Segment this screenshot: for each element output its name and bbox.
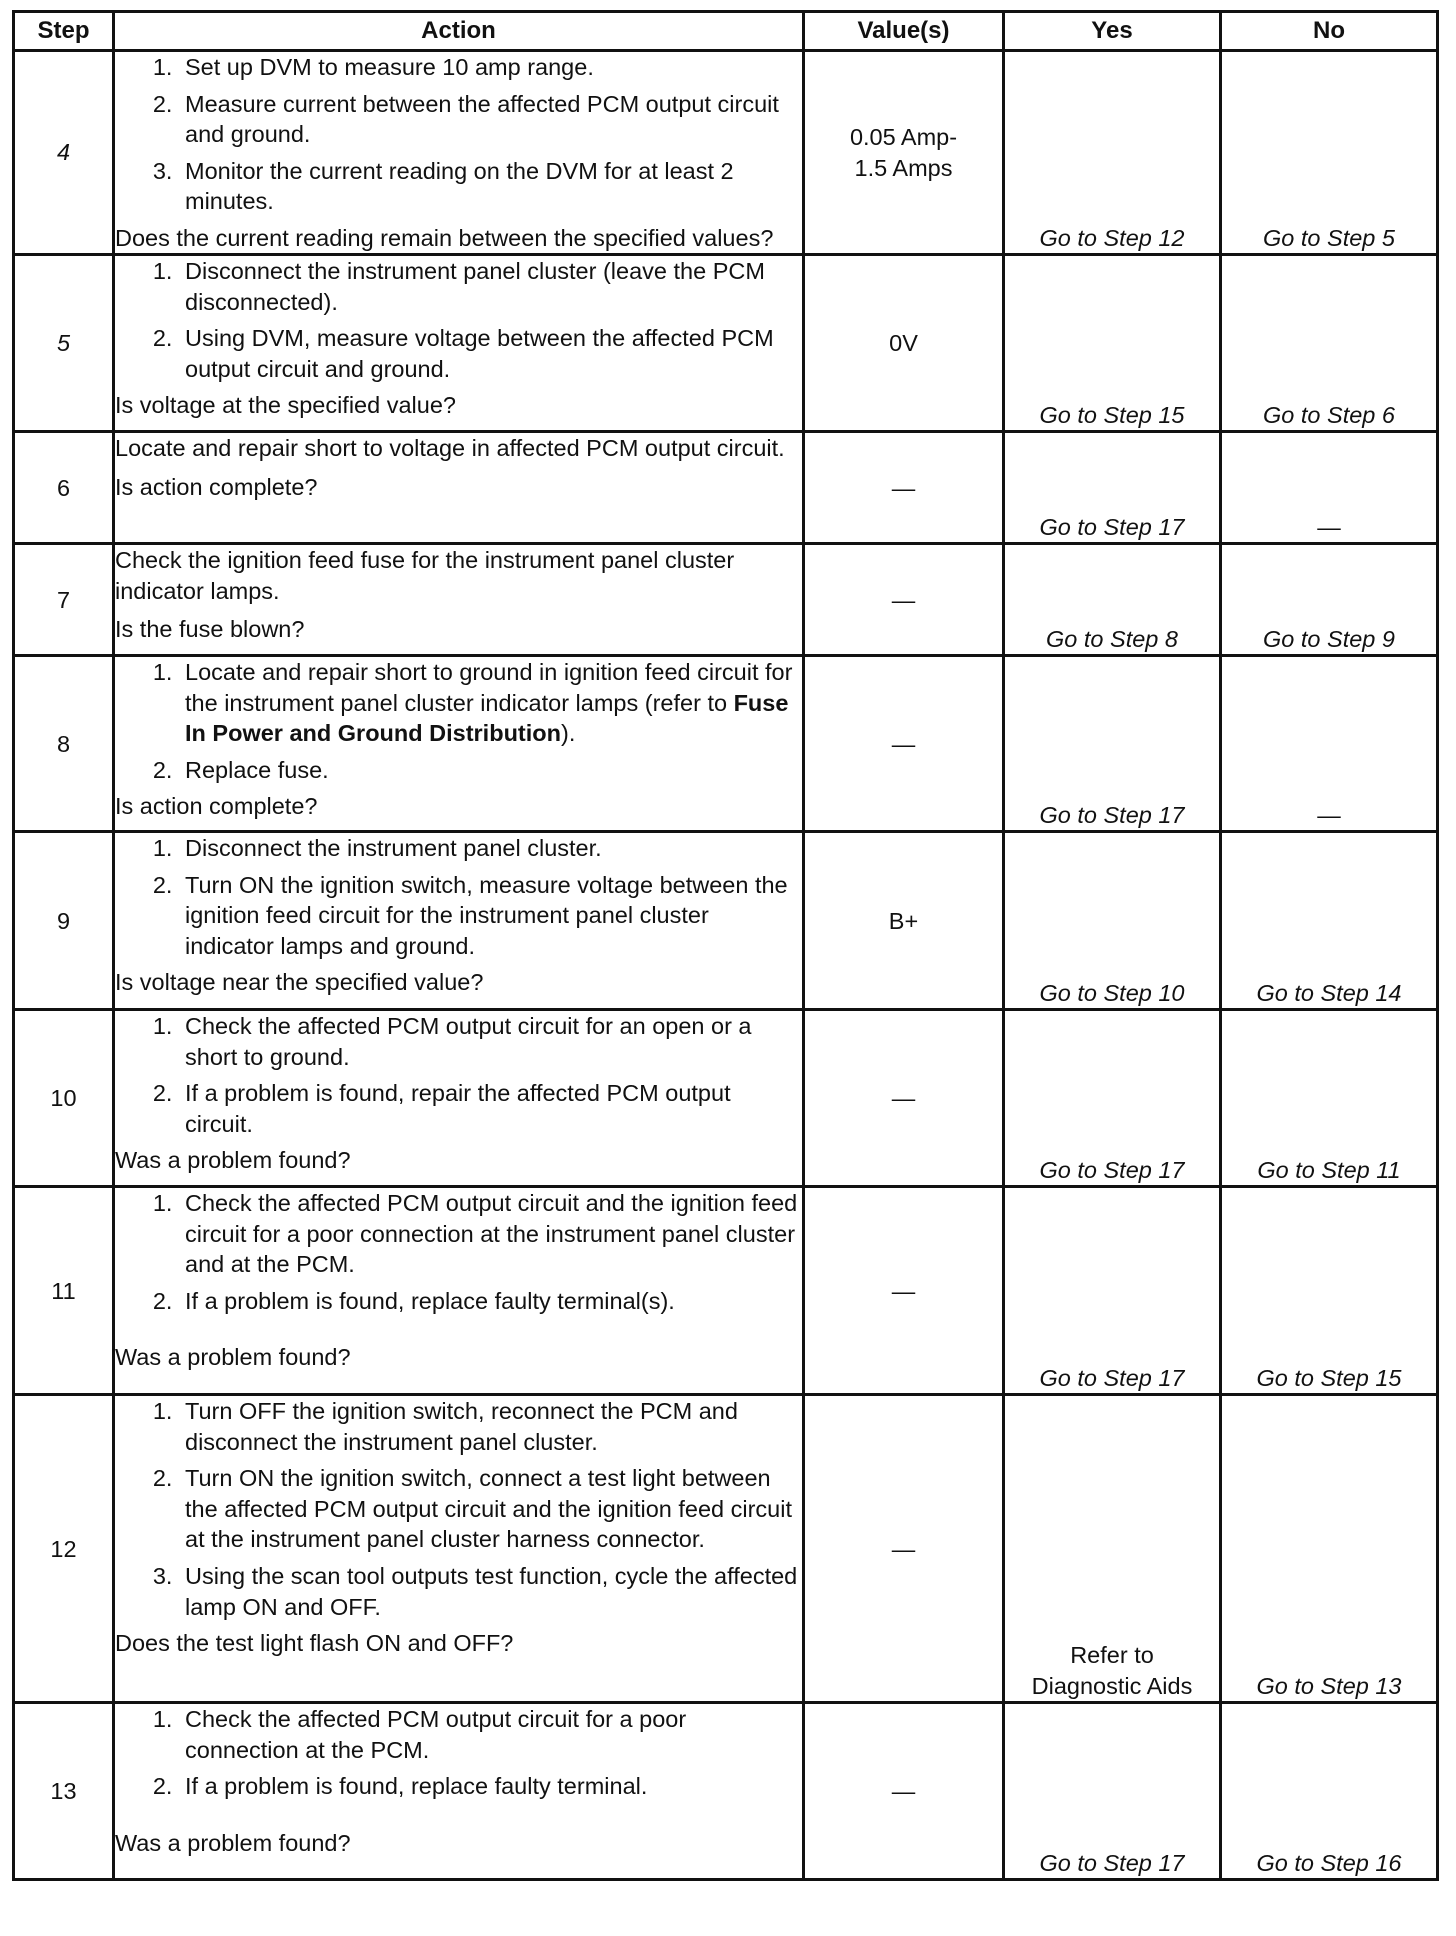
no-result: Go to Step 13	[1221, 1395, 1438, 1703]
step-number: 8	[14, 656, 114, 832]
action-list	[115, 657, 802, 785]
value-text: 0V	[804, 255, 1004, 432]
header-step: Step	[14, 12, 114, 51]
step-number: 4	[14, 51, 114, 255]
value-text: —	[804, 1395, 1004, 1703]
value-text: —	[804, 432, 1004, 544]
action-question: Does the current reading remain between the specified values?	[115, 224, 774, 251]
no-result: Go to Step 14	[1221, 832, 1438, 1010]
header-row	[14, 12, 1438, 51]
action-cell	[114, 832, 804, 1010]
action-text: Check the ignition feed fuse for the instrument panel cluster indicator lamps.	[115, 547, 735, 604]
yes-result: Go to Step 17	[1004, 432, 1221, 544]
action-cell	[114, 255, 804, 432]
action-question: Is the fuse blown?	[115, 616, 305, 643]
value-text: —	[804, 1703, 1004, 1880]
table-row	[14, 432, 1438, 544]
step-number: 9	[14, 832, 114, 1010]
action-cell	[114, 1187, 804, 1395]
table-row	[14, 255, 1438, 432]
step-number: 10	[14, 1010, 114, 1187]
yes-result	[1004, 1395, 1221, 1703]
action-question: Is voltage at the specified value?	[115, 392, 456, 419]
action-list	[115, 833, 802, 961]
action-item: 2. Replace fuse.	[179, 755, 802, 786]
action-question: Is action complete?	[115, 473, 318, 500]
no-result: Go to Step 16	[1221, 1703, 1438, 1880]
diagnostic-table	[12, 10, 1439, 1881]
action-question: Was a problem found?	[115, 1829, 351, 1856]
table-row	[14, 1010, 1438, 1187]
action-item: 2. If a problem is found, repair the affected PCM output circuit.	[179, 1078, 802, 1139]
action-item-text: Locate and repair short to ground in ignition feed circuit for the instrument panel cluster indicator lamps (refer to	[185, 659, 793, 716]
step-number: 6	[14, 432, 114, 544]
action-question: Was a problem found?	[115, 1147, 351, 1174]
action-item: 2. Turn ON the ignition switch, measure voltage between the ignition feed circuit for the instrument panel cluster indicator lamps and ground.	[179, 870, 802, 962]
action-item-text: ).	[561, 720, 576, 747]
action-list	[115, 52, 802, 217]
step-number: 13	[14, 1703, 114, 1880]
action-text: Locate and repair short to voltage in affected PCM output circuit.	[115, 435, 785, 462]
value-text: 0.05 Amp- 1.5 Amps	[849, 124, 958, 181]
header-yes: Yes	[1004, 12, 1221, 51]
step-number: 11	[14, 1187, 114, 1395]
action-item: 1. Check the affected PCM output circuit for an open or a short to ground.	[179, 1011, 802, 1072]
no-result: Go to Step 9	[1221, 544, 1438, 656]
table-row	[14, 832, 1438, 1010]
no-result: Go to Step 15	[1221, 1187, 1438, 1395]
value-text: —	[804, 1187, 1004, 1395]
action-cell	[114, 544, 804, 656]
value-text: —	[804, 1010, 1004, 1187]
table-row	[14, 656, 1438, 832]
yes-result: Go to Step 17	[1004, 1010, 1221, 1187]
action-item: 1. Turn OFF the ignition switch, reconnect the PCM and disconnect the instrument panel cluster.	[179, 1396, 802, 1457]
action-item: 2. If a problem is found, replace faulty terminal.	[179, 1771, 802, 1802]
header-action: Action	[114, 12, 804, 51]
value-text: —	[804, 544, 1004, 656]
action-question: Is voltage near the specified value?	[115, 969, 484, 996]
action-cell	[114, 1395, 804, 1703]
action-item: 2. Measure current between the affected PCM output circuit and ground.	[179, 89, 802, 150]
action-cell	[114, 432, 804, 544]
action-item: 1. Check the affected PCM output circuit for a poor connection at the PCM.	[179, 1704, 802, 1765]
table-row	[14, 544, 1438, 656]
action-question: Was a problem found?	[115, 1344, 351, 1371]
table-row	[14, 1703, 1438, 1880]
step-number: 12	[14, 1395, 114, 1703]
action-list	[115, 256, 802, 384]
yes-result: Go to Step 8	[1004, 544, 1221, 656]
header-values: Value(s)	[804, 12, 1004, 51]
action-item: 3. Using the scan tool outputs test function, cycle the affected lamp ON and OFF.	[179, 1561, 802, 1622]
action-question: Does the test light flash ON and OFF?	[115, 1630, 514, 1657]
reference-link-text: Fuse In Power and Ground Distribution	[185, 689, 789, 747]
action-list	[115, 1011, 802, 1139]
action-item: 2. Turn ON the ignition switch, connect a test light between the affected PCM output circuit and the ignition feed circuit at the instrument panel cluster harness connector.	[179, 1463, 802, 1555]
action-list	[115, 1188, 802, 1316]
spacer	[115, 1808, 802, 1826]
yes-result: Go to Step 17	[1004, 1187, 1221, 1395]
action-item: 1. Check the affected PCM output circuit and the ignition feed circuit for a poor connection at the instrument panel cluster and at the PCM.	[179, 1188, 802, 1280]
spacer	[115, 1322, 802, 1340]
action-cell	[114, 51, 804, 255]
action-cell	[114, 1703, 804, 1880]
action-cell	[114, 1010, 804, 1187]
action-list	[115, 1396, 802, 1622]
table-row	[14, 51, 1438, 255]
yes-result: Go to Step 15	[1004, 255, 1221, 432]
yes-result: Go to Step 17	[1004, 1703, 1221, 1880]
no-result: —	[1221, 432, 1438, 544]
no-result: —	[1221, 656, 1438, 832]
action-item	[179, 657, 802, 749]
action-question: Is action complete?	[115, 793, 318, 820]
action-item: 2. If a problem is found, replace faulty terminal(s).	[179, 1286, 802, 1317]
action-cell	[114, 656, 804, 832]
action-item: 2. Using DVM, measure voltage between the affected PCM output circuit and ground.	[179, 323, 802, 384]
yes-result-text: Refer to Diagnostic Aids	[1031, 1642, 1193, 1699]
action-item: 1. Disconnect the instrument panel cluster.	[179, 833, 802, 864]
table-row	[14, 1187, 1438, 1395]
step-number: 7	[14, 544, 114, 656]
value-text: —	[804, 656, 1004, 832]
yes-result: Go to Step 12	[1004, 51, 1221, 255]
no-result: Go to Step 11	[1221, 1010, 1438, 1187]
action-list	[115, 1704, 802, 1802]
no-result: Go to Step 6	[1221, 255, 1438, 432]
action-item: 1. Set up DVM to measure 10 amp range.	[179, 52, 802, 83]
yes-result: Go to Step 17	[1004, 656, 1221, 832]
value-text: B+	[804, 832, 1004, 1010]
step-number: 5	[14, 255, 114, 432]
no-result: Go to Step 5	[1221, 51, 1438, 255]
value-cell	[804, 51, 1004, 255]
yes-result: Go to Step 10	[1004, 832, 1221, 1010]
action-item: 1. Disconnect the instrument panel cluster (leave the PCM disconnected).	[179, 256, 802, 317]
header-no: No	[1221, 12, 1438, 51]
action-item: 3. Monitor the current reading on the DVM for at least 2 minutes.	[179, 156, 802, 217]
table-row	[14, 1395, 1438, 1703]
